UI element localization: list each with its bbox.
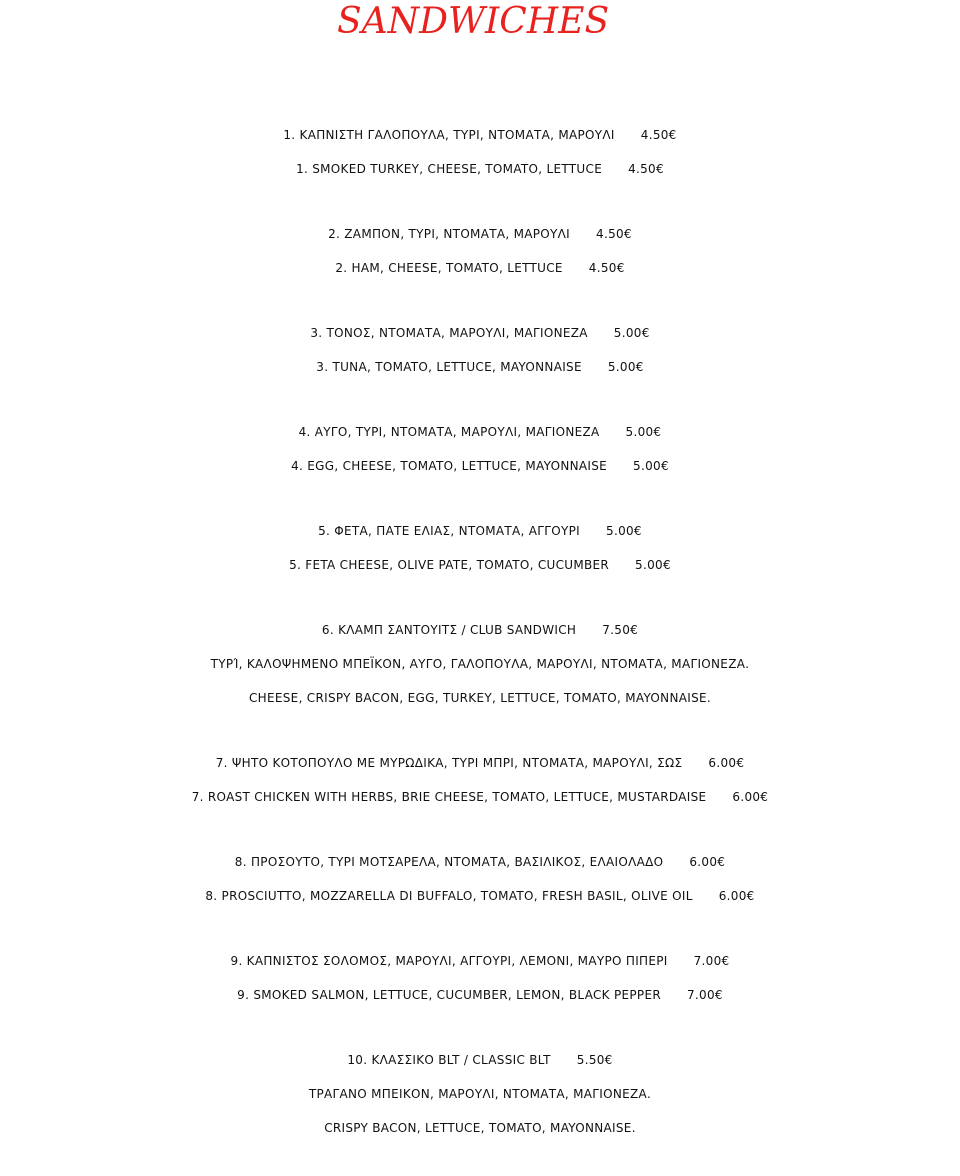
item-description: 3. TUNA, TOMATO, LETTUCE, MAYONNAISE — [316, 360, 582, 374]
item-description: 4. ΑΥΓΟ, ΤΥΡΙ, ΝΤΟΜΑΤΑ, ΜΑΡΟΥΛΙ, ΜΑΓΙΟΝΕΖΑ — [298, 425, 600, 439]
menu-item — [0, 845, 960, 913]
item-line-english — [0, 251, 960, 285]
item-line-english — [0, 681, 960, 715]
item-line-english — [0, 780, 960, 814]
item-description: 4. EGG, CHEESE, TOMATO, LETTUCE, MAYONNAISE — [291, 459, 608, 473]
item-description: 6. ΚΛΑΜΠ ΣΑΝΤΟΥΙΤΣ / CLUB SANDWICH — [321, 623, 577, 637]
menu-item — [0, 514, 960, 582]
item-price: 7.00€ — [686, 988, 723, 1002]
item-price: 6.00€ — [689, 855, 726, 869]
item-line-greek — [0, 217, 960, 251]
menu-item — [0, 217, 960, 285]
item-price: 7.00€ — [693, 954, 730, 968]
menu-item — [0, 944, 960, 1012]
item-price: 4.50€ — [640, 128, 677, 142]
item-line-english — [0, 449, 960, 483]
item-description: CHEESE, CRISPY BACON, EGG, TURKEY, LETTUCE, TOMATO, MAYONNAISE. — [249, 691, 711, 705]
item-description: 8. PROSCIUTTO, MOZZARELLA DI BUFFALO, TOMATO, FRESH BASIL, OLIVE OIL — [205, 889, 693, 903]
item-line-heading — [0, 1043, 960, 1077]
sandwich-menu — [0, 118, 960, 1176]
item-price: 5.00€ — [635, 558, 671, 572]
menu-item — [0, 613, 960, 715]
item-price: 7.50€ — [602, 623, 639, 637]
item-price: 5.00€ — [625, 425, 662, 439]
item-line-greek — [0, 415, 960, 449]
item-description: CRISPY BACON, LETTUCE, TOMATO, MAYONNAISE. — [324, 1121, 636, 1135]
item-description: 1. ΚΑΠΝΙΣΤΗ ΓΑΛΟΠΟΥΛΑ, ΤΥΡΙ, ΝΤΟΜΑΤΑ, ΜΑΡΟΥΛΙ — [283, 128, 615, 142]
menu-item — [0, 1043, 960, 1145]
item-description: 8. ΠΡΟΣΟΥΤΟ, ΤΥΡΙ ΜΟΤΣΑΡΕΛΑ, ΝΤΟΜΑΤΑ, ΒΑΣΙΛΙΚΟΣ, ΕΛΑΙΟΛΑΔΟ — [234, 855, 664, 869]
item-description: ΤΡΑΓΑΝΟ ΜΠΕΙΚΟΝ, ΜΑΡΟΥΛΙ, ΝΤΟΜΑΤΑ, ΜΑΓΙΟΝΕΖΑ. — [308, 1087, 652, 1101]
item-description: 7. ROAST CHICKEN WITH HERBS, BRIE CHEESE, TOMATO, LETTUCE, MUSTARDAISE — [191, 790, 707, 804]
item-description: 2. HAM, CHEESE, TOMATO, LETTUCE — [335, 261, 563, 275]
item-description: 1. SMOKED TURKEY, CHEESE, TOMATO, LETTUCE — [296, 162, 603, 176]
item-price: 5.00€ — [607, 360, 644, 374]
item-line-english — [0, 548, 960, 582]
item-price: 5.50€ — [576, 1053, 613, 1067]
item-description: 5. FETA CHEESE, OLIVE PATE, TOMATO, CUCUMBER — [289, 558, 610, 572]
item-description: 2. ΖΑΜΠΟΝ, ΤΥΡΙ, ΝΤΟΜΑΤΑ, ΜΑΡΟΥΛΙ — [328, 227, 571, 241]
item-line-greek — [0, 316, 960, 350]
item-price: 5.00€ — [613, 326, 650, 340]
item-description: 5. ΦΕΤΑ, ΠΑΤΕ ΕΛΙΑΣ, ΝΤΟΜΑΤΑ, ΑΓΓΟΥΡΙ — [318, 524, 581, 538]
item-line-english — [0, 350, 960, 384]
item-line-english — [0, 879, 960, 913]
item-line-greek — [0, 647, 960, 681]
item-line-greek — [0, 1077, 960, 1111]
item-description: 9. ΚΑΠΝΙΣΤΟΣ ΣΟΛΟΜΟΣ, ΜΑΡΟΥΛΙ, ΑΓΓΟΥΡΙ, ΛΕΜΟΝΙ, ΜΑΥΡΟ ΠΙΠΕΡΙ — [230, 954, 668, 968]
item-line-english — [0, 1111, 960, 1145]
item-line-heading — [0, 613, 960, 647]
item-price: 4.50€ — [596, 227, 632, 241]
item-price: 6.00€ — [732, 790, 769, 804]
item-price: 5.00€ — [606, 524, 642, 538]
item-description: ΤΥΡΊ, ΚΑΛΟΨΗΜΕΝΟ ΜΠΕΪΚΟΝ, ΑΥΓΟ, ΓΑΛΟΠΟΥΛΑ, ΜΑΡΟΥΛΙ, ΝΤΟΜΑΤΑ, ΜΑΓΙΟΝΕΖΑ. — [210, 657, 750, 671]
item-description: 7. ΨΗΤΟ ΚΟΤΟΠΟΥΛΟ ΜΕ ΜΥΡΩΔΙΚΑ, ΤΥΡΙ ΜΠΡΙ, ΝΤΟΜΑΤΑ, ΜΑΡΟΥΛΙ, ΣΩΣ — [215, 756, 683, 770]
item-price: 6.00€ — [708, 756, 745, 770]
page-title: SANDWICHES — [337, 1, 610, 42]
item-line-greek — [0, 118, 960, 152]
menu-item — [0, 118, 960, 186]
item-description: 3. ΤΟΝΟΣ, ΝΤΟΜΑΤΑ, ΜΑΡΟΥΛΙ, ΜΑΓΙΟΝΕΖΑ — [310, 326, 588, 340]
item-line-english — [0, 978, 960, 1012]
item-line-greek — [0, 746, 960, 780]
item-price: 4.50€ — [628, 162, 664, 176]
item-description: 9. SMOKED SALMON, LETTUCE, CUCUMBER, LEMON, BLACK PEPPER — [237, 988, 661, 1002]
item-line-greek — [0, 944, 960, 978]
menu-item — [0, 415, 960, 483]
item-line-english — [0, 152, 960, 186]
item-description: 10. ΚΛΑΣΣΙΚΟ BLT / CLASSIC BLT — [347, 1053, 551, 1067]
item-price: 6.00€ — [718, 889, 755, 903]
item-line-greek — [0, 845, 960, 879]
item-price: 4.50€ — [588, 261, 625, 275]
menu-item — [0, 746, 960, 814]
menu-item — [0, 316, 960, 384]
item-price: 5.00€ — [633, 459, 669, 473]
item-line-greek — [0, 514, 960, 548]
